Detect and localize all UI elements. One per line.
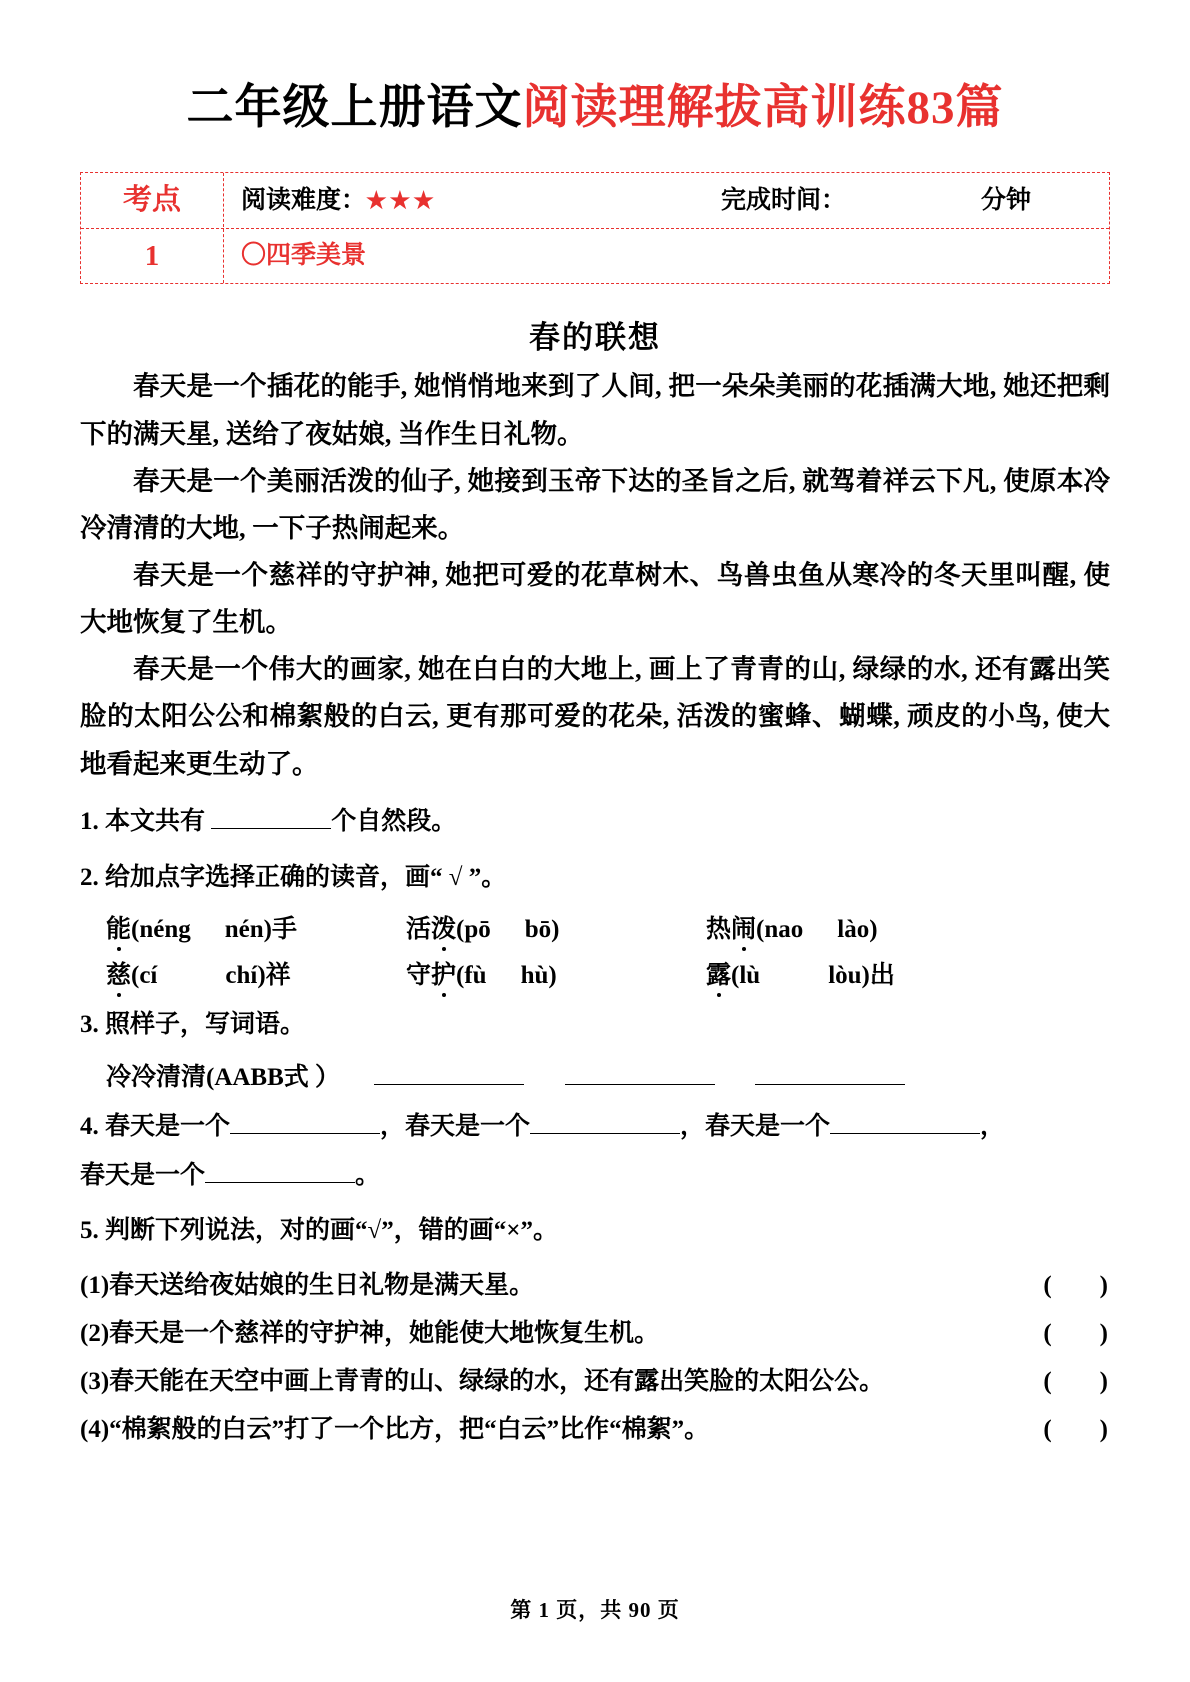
question-4-line2-end: 。: [355, 1161, 381, 1189]
pinyin-options: (cí: [131, 962, 158, 990]
article-paragraph: 春天是一个慈祥的守护神, 她把可爱的花草树木、鸟兽虫鱼从寒冷的冬天里叫醒, 使大地恢复了生机。: [80, 560, 1110, 638]
difficulty-stars: ★★★: [366, 188, 437, 214]
pinyin-options: (fù: [456, 962, 487, 990]
true-false-text: (2)春天是一个慈祥的守护神，她能使大地恢复生机。: [80, 1320, 660, 1348]
dotted-char: 慈: [106, 955, 131, 991]
pinyin-options: (lù: [731, 962, 761, 990]
question-3-example-row: [80, 1057, 1110, 1093]
true-false-item: [80, 1313, 1110, 1349]
answer-blank[interactable]: [374, 1059, 524, 1085]
true-false-item: [80, 1361, 1110, 1397]
page-title: [80, 80, 1110, 136]
question-2: 2. 给加点字选择正确的读音，画“ √ ”。: [80, 863, 507, 891]
difficulty-label: 阅读难度：: [241, 187, 367, 215]
question-3-example: 冷冷清清(AABB式 ）: [106, 1064, 341, 1092]
pinyin-options: (pō: [456, 916, 491, 944]
true-false-text: (4)“棉絮般的白云”打了一个比方，把“白云”比作“棉絮”。: [80, 1416, 710, 1444]
difficulty-row: [241, 173, 437, 228]
pinyin-row: [80, 909, 1110, 945]
question-4-text-a: 4. 春天是一个: [80, 1113, 231, 1141]
question-4-line2-text: 春天是一个: [80, 1161, 206, 1189]
pinyin-options-2: lào): [837, 916, 878, 944]
true-false-text: (1)春天送给夜姑娘的生日礼物是满天星。: [80, 1272, 535, 1300]
question-3: 3. 照样子，写词语。: [80, 1011, 306, 1039]
answer-parentheses[interactable]: ( ): [1043, 1320, 1110, 1348]
minutes-label: 分钟: [981, 187, 1032, 215]
question-1-text-pre: 1. 本文共有: [80, 807, 206, 835]
pinyin-item[interactable]: [706, 955, 1006, 991]
true-false-item: [80, 1265, 1110, 1301]
question-1-text-post: 个自然段。: [331, 807, 457, 835]
info-box-horizontal-divider: [81, 228, 1109, 229]
dotted-char: 泼: [431, 909, 456, 945]
article-paragraph: 春天是一个插花的能手, 她悄悄地来到了人间, 把一朵朵美丽的花插满大地, 她还把剩下的满天星, 送给了夜姑娘, 当作生日礼物。: [80, 371, 1110, 449]
pinyin-options: (nao: [756, 916, 804, 944]
plain-char: 热: [706, 916, 732, 944]
answer-blank[interactable]: [211, 803, 331, 829]
true-false-text: (3)春天能在天空中画上青青的山、绿绿的水，还有露出笑脸的太阳公公。: [80, 1368, 885, 1396]
dotted-char: 闹: [731, 909, 756, 945]
topic-label: 〇四季美景: [241, 242, 367, 270]
pinyin-options-2: bō): [524, 916, 560, 944]
finish-time-label: 完成时间：: [721, 187, 847, 215]
title-black-part: 二年级上册语文: [186, 82, 523, 134]
answer-blank[interactable]: [230, 1108, 380, 1134]
answer-parentheses[interactable]: ( ): [1043, 1272, 1110, 1300]
question-1: [80, 800, 1110, 844]
article-paragraph: 春天是一个美丽活泼的仙子, 她接到玉帝下达的圣旨之后, 就驾着祥云下凡, 使原本冷冷清清的大地, 一下子热闹起来。: [80, 465, 1110, 543]
pinyin-options-2: hù): [520, 962, 557, 990]
pinyin-row: [80, 955, 1110, 991]
pinyin-item[interactable]: [406, 909, 706, 945]
kaodian-number: 1: [144, 240, 160, 273]
question-4-line2: [80, 1155, 1110, 1198]
plain-char: 活: [406, 916, 432, 944]
pinyin-item[interactable]: [406, 955, 706, 991]
pinyin-item[interactable]: [106, 955, 406, 991]
answer-blank[interactable]: [830, 1108, 980, 1134]
answer-blank[interactable]: [205, 1157, 355, 1183]
dotted-char: 露: [706, 955, 731, 991]
info-box: [80, 172, 1110, 284]
pinyin-options-2: lòu)出: [828, 962, 895, 990]
pinyin-options-2: nén)手: [224, 916, 297, 944]
article-paragraph: 春天是一个伟大的画家, 她在白白的大地上, 画上了青青的山, 绿绿的水, 还有露出笑脸的太阳公公和棉絮般的白云, 更有那可爱的花朵, 活泼的蜜蜂、蝴蝶, 顽皮的小鸟, 使大地看起来更生动了。: [80, 654, 1110, 779]
question-4: [80, 1105, 1110, 1149]
dotted-char: 护: [431, 955, 456, 991]
answer-blank[interactable]: [565, 1059, 715, 1085]
plain-char: 守: [406, 962, 432, 990]
answer-parentheses[interactable]: ( ): [1043, 1416, 1110, 1444]
question-5: 5. 判断下列说法，对的画“√”，错的画“×”。: [80, 1217, 558, 1245]
article-title: 春的联想: [529, 320, 661, 356]
pinyin-item[interactable]: [706, 909, 1006, 945]
title-red-part: 阅读理解拔高训练83篇: [522, 82, 1004, 134]
pinyin-options-2: chí)祥: [225, 962, 291, 990]
question-4-text-end: ，: [980, 1113, 1006, 1141]
answer-parentheses[interactable]: ( ): [1043, 1368, 1110, 1396]
pinyin-item[interactable]: [106, 909, 406, 945]
question-4-text-c: ，春天是一个: [680, 1113, 831, 1141]
page-footer: 第 1 页，共 90 页: [510, 1598, 680, 1622]
dotted-char: 能: [106, 909, 131, 945]
pinyin-options: (néng: [131, 916, 191, 944]
answer-blank[interactable]: [755, 1059, 905, 1085]
answer-blank[interactable]: [530, 1108, 680, 1134]
question-4-text-b: ，春天是一个: [380, 1113, 531, 1141]
kaodian-label: 考点: [122, 184, 181, 217]
true-false-item: [80, 1409, 1110, 1445]
